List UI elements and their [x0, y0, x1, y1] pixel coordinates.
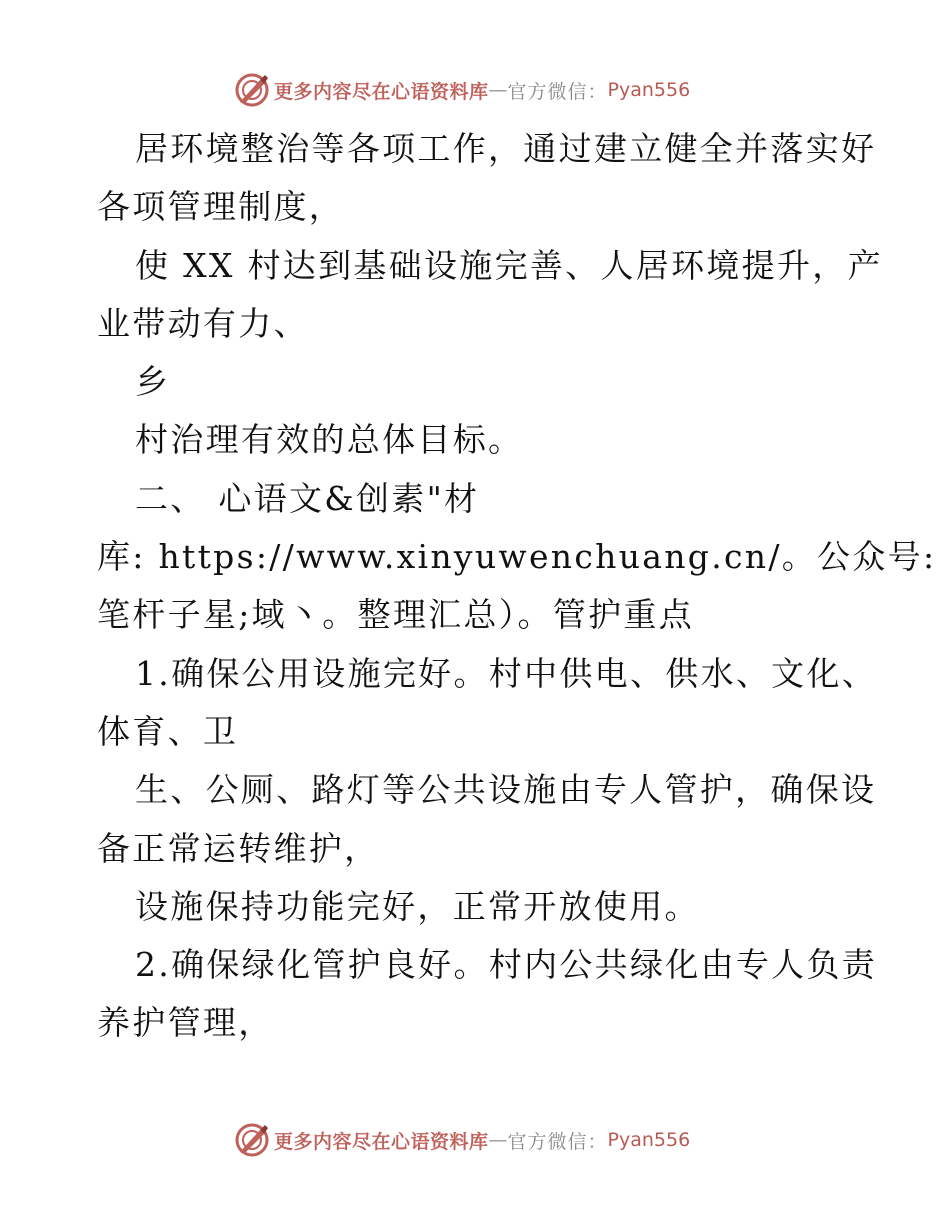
text-line: 库: https://www.xinyuwenchuang.cn/。公众号:	[97, 537, 937, 577]
watermark-dash: —	[488, 1129, 508, 1151]
text-line: 设施保持功能完好，正常开放使用。	[135, 886, 700, 926]
watermark-official-label: 官方微信：	[507, 80, 608, 103]
text-line: 体育、卫	[97, 711, 239, 751]
text-line: 1.确保公用设施完好。村中供电、供水、文化、	[135, 653, 878, 693]
pen-logo-icon	[234, 72, 270, 108]
watermark-wechat-id: Pyan556	[607, 79, 691, 101]
pen-logo-icon	[234, 1122, 270, 1158]
text-line: 2.确保绿化管护良好。村内公共绿化由专人负责	[135, 945, 878, 985]
text-line: 居环境整治等各项工作，通过建立健全并落实好	[135, 129, 877, 168]
text-line: 养护管理，	[97, 1003, 274, 1043]
watermark-brand-text: 更多内容尽在心语资料库	[274, 80, 489, 103]
watermark-wechat-id: Pyan556	[607, 1129, 691, 1151]
text-line: 各项管理制度，	[97, 187, 345, 227]
watermark-official-label: 官方微信：	[507, 1130, 608, 1153]
watermark-brand-text: 更多内容尽在心语资料库	[274, 1130, 489, 1153]
watermark-dash: —	[488, 79, 508, 101]
text-line: 二、 心语文&创素"材	[135, 478, 480, 518]
text-line: 使 XX 村达到基础设施完善、人居环境提升，产	[135, 245, 883, 285]
text-line: 备正常运转维护，	[97, 828, 380, 868]
text-line: 笔杆子星;域丶。整理汇总）。管护重点	[97, 595, 695, 635]
text-line: 业带动有力、	[97, 303, 309, 343]
text-line: 村治理有效的总体目标。	[135, 420, 524, 460]
watermark-banner-bottom	[234, 1120, 690, 1160]
text-line: 乡	[135, 362, 171, 402]
document-body	[97, 120, 937, 1053]
watermark-banner-top	[234, 70, 690, 110]
text-line: 生、公厕、路灯等公共设施由专人管护，确保设	[135, 770, 877, 810]
